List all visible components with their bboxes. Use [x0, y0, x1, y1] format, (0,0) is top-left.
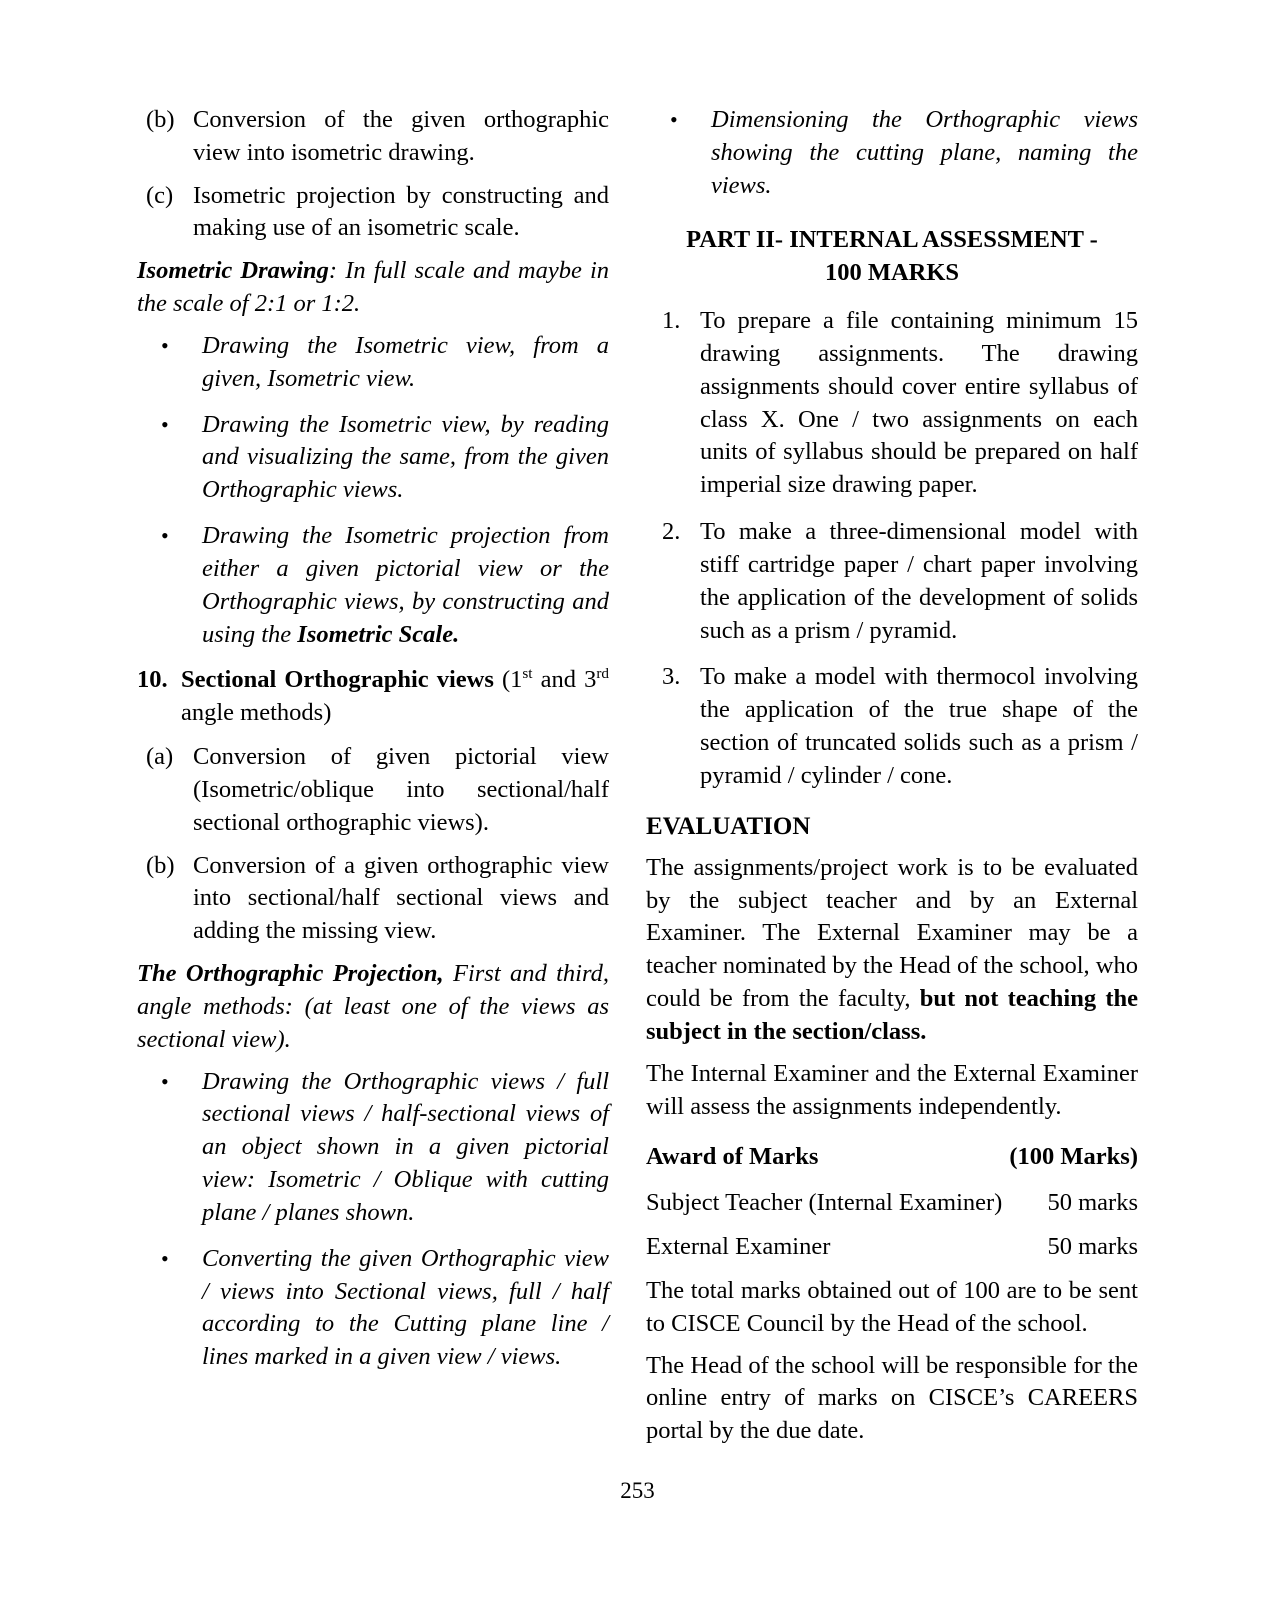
closing-paragraph-1: The total marks obtained out of 100 are to be sent to CISCE Council by the Head of the school. — [646, 1276, 1138, 1337]
numbered-item-text: To make a model with thermocol involving the application of the true shape of the section of truncated solids such as a prism / pyramid / cylinder / cone. — [700, 663, 1138, 789]
evaluation-paragraph-1-emphasis: but not teaching the subject in the section/class. — [646, 985, 1138, 1045]
bullet-text-emphasis: Isometric Scale. — [297, 620, 460, 648]
evaluation-heading: EVALUATION — [646, 812, 811, 840]
list-marker: (c) — [146, 181, 174, 209]
paragraph-body: First and third, angle methods: (at least one of the views as sectional view). — [137, 960, 609, 1053]
bullet-text: Drawing the Isometric projection from either a given pictorial view or the Orthographic views, by constructing and using the — [202, 522, 609, 648]
bullet-icon: • — [161, 1068, 169, 1094]
part-heading-line-2: 100 MARKS — [824, 258, 960, 286]
list-item-c-isometric-projection — [146, 180, 609, 246]
right-column — [646, 104, 1138, 1457]
paragraph-orthographic-projection — [137, 958, 609, 1056]
bullet-item-dimensioning — [662, 104, 1138, 202]
list-item-tail-c: angle methods) — [181, 699, 332, 727]
ordinal-suffix-first: st — [522, 665, 533, 683]
list-item-10-sectional-orthographic-views — [137, 664, 609, 730]
numbered-item-text: To prepare a file containing minimum 15 drawing assignments. The drawing assignments should cover entire syllabus of class X. One / two assignments on each units of syllabus should be prepared on half imperial size drawing paper. — [700, 307, 1138, 499]
bullet-icon: • — [161, 332, 169, 358]
list-item-text: Conversion of the given orthographic view into isometric drawing. — [193, 106, 609, 166]
evaluation-paragraph-2: The Internal Examiner and the External Examiner will assess the assignments independently. — [646, 1059, 1138, 1120]
list-item-b-isometric-conversion — [146, 104, 609, 170]
list-item-b-sectional-conversion — [146, 850, 609, 948]
evaluation-paragraph-1-text: The assignments/project work is to be evaluated by the subject teacher and by an External Examiner. The External Examiner may be a teacher nominated by the Head of the school, who could be from the faculty, — [646, 853, 1138, 1013]
list-item-text: Conversion of a given orthographic view into sectional/half sectional views and adding the missing view. — [193, 851, 609, 945]
bullet-icon: • — [161, 523, 169, 549]
part-heading-line-1: PART II- INTERNAL ASSESSMENT - — [686, 226, 1098, 254]
left-column — [137, 104, 609, 1387]
marks-row-value: 50 marks — [1047, 1233, 1138, 1261]
marks-table-header — [646, 1141, 1138, 1174]
bullet-icon: • — [161, 411, 169, 437]
paragraph-lead-term: The Orthographic Projection, — [137, 960, 444, 988]
marks-table-row — [646, 1187, 1138, 1220]
bullet-item — [153, 1066, 609, 1230]
bullet-item — [153, 520, 609, 651]
list-item-a-pictorial-conversion — [146, 741, 609, 839]
list-item-tail-a: (1 — [493, 666, 523, 694]
part-heading — [646, 224, 1138, 289]
bullet-item — [153, 1243, 609, 1374]
list-item-text: Isometric projection by constructing and making use of an isometric scale. — [193, 181, 609, 242]
marks-row-label: External Examiner — [646, 1233, 831, 1261]
closing-paragraph-2: The Head of the school will be responsible for the online entry of marks on CISCE’s CAREERS portal by the due date. — [646, 1351, 1138, 1445]
marks-row-value: 50 marks — [1047, 1189, 1138, 1217]
bullet-text: Drawing the Isometric view, by reading and visualizing the same, from the given Orthographic views. — [202, 410, 609, 504]
bullet-text: Converting the given Orthographic view / views into Sectional views, full / half according to the Cutting plane line / lines marked in a given view / views. — [202, 1244, 609, 1371]
list-marker: 10. — [137, 666, 168, 694]
paragraph-body: : In full scale and maybe in the scale of 2:1 or 1:2. — [137, 257, 609, 318]
bullet-icon: • — [161, 1245, 169, 1271]
bullet-text: Drawing the Orthographic views / full sectional views / half-sectional views of an object shown in a given pictorial view: Isometric / Oblique with cutting plane / planes shown. — [202, 1067, 609, 1226]
numbered-item-text: To make a three-dimensional model with stiff cartridge paper / chart paper involving the application of the development of solids such as a prism / pyramid. — [700, 518, 1138, 644]
list-marker: (b) — [146, 851, 175, 879]
marks-table-row — [646, 1231, 1138, 1264]
numbered-item-2 — [662, 516, 1138, 647]
marks-row-label: Subject Teacher (Internal Examiner) — [646, 1189, 1003, 1217]
list-marker: 1. — [662, 307, 681, 335]
numbered-item-1 — [662, 305, 1138, 502]
numbered-item-3 — [662, 661, 1138, 792]
paragraph-lead-term: Isometric Drawing — [137, 257, 329, 285]
paragraph-isometric-drawing — [137, 255, 609, 321]
list-item-heading: Sectional Orthographic views — [181, 666, 494, 694]
list-item-text: Conversion of given pictorial view (Isometric/oblique into sectional/half sectional orthographic views). — [193, 743, 609, 836]
ordinal-suffix-third: rd — [596, 665, 609, 683]
list-marker: (b) — [146, 106, 175, 133]
bullet-item — [153, 330, 609, 396]
list-item-tail-b: and 3 — [532, 666, 597, 694]
bullet-icon: • — [670, 107, 678, 132]
marks-table-header-label: Award of Marks — [646, 1143, 819, 1171]
list-marker: (a) — [146, 743, 174, 771]
evaluation-paragraph-1 — [646, 852, 1138, 1049]
list-marker: 2. — [662, 518, 681, 546]
page-number: 253 — [620, 1478, 655, 1503]
bullet-item — [153, 409, 609, 507]
list-marker: 3. — [662, 663, 681, 691]
bullet-text: Dimensioning the Orthographic views showing the cutting plane, naming the views. — [711, 106, 1138, 199]
marks-table-header-value: (100 Marks) — [1009, 1143, 1138, 1171]
bullet-text: Drawing the Isometric view, from a given, Isometric view. — [202, 331, 609, 392]
